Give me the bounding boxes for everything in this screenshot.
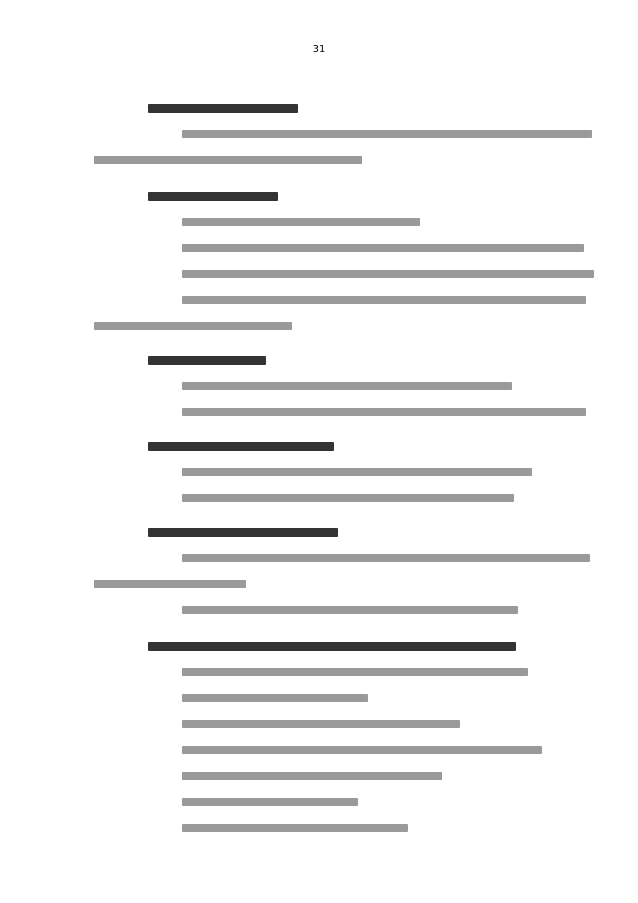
page-number: 31 [312,44,326,55]
section-heading [148,642,516,651]
section-heading [148,192,278,201]
text-line [182,244,584,252]
text-line [182,554,590,562]
text-line [94,322,292,330]
text-line [182,494,514,502]
text-line [94,156,362,164]
text-line [182,130,592,138]
text-line [94,580,246,588]
text-line [182,746,542,754]
text-line [182,694,368,702]
section-heading [148,528,338,537]
text-line [182,382,512,390]
text-line [182,720,460,728]
section-heading [148,356,266,365]
text-line [182,468,532,476]
text-line [182,218,420,226]
section-heading [148,442,334,451]
text-line [182,270,594,278]
text-line [182,772,442,780]
text-line [182,668,528,676]
text-line [182,606,518,614]
text-line [182,408,586,416]
section-heading [148,104,298,113]
text-line [182,824,408,832]
text-line [182,798,358,806]
text-line [182,296,586,304]
